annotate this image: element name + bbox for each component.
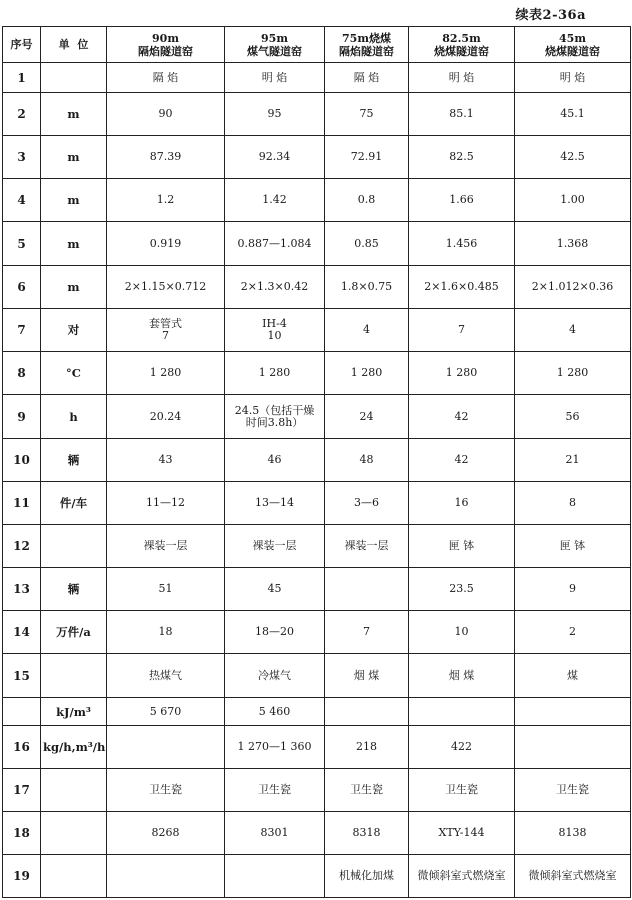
- value-cell: 1.2: [107, 179, 225, 222]
- value-cell: 24.5（包括干燥 时间3.8h）: [225, 395, 325, 439]
- value-cell: 422: [409, 726, 515, 769]
- value-cell: [325, 568, 409, 611]
- header-cell-kiln-2: 95m 煤气隧道窑: [225, 27, 325, 63]
- row-index-cell: 8: [3, 352, 41, 395]
- value-cell: 明 焰: [515, 63, 631, 93]
- table-row: [3, 654, 631, 698]
- value-cell: 4: [515, 309, 631, 352]
- value-cell: 90: [107, 93, 225, 136]
- value-cell: 隔 焰: [325, 63, 409, 93]
- row-index-cell: 9: [3, 395, 41, 439]
- header-cell-kiln-1: 90m 隔焰隧道窑: [107, 27, 225, 63]
- value-cell: 92.34: [225, 136, 325, 179]
- table-row: [3, 179, 631, 222]
- value-cell: 1.00: [515, 179, 631, 222]
- unit-cell: °C: [41, 352, 107, 395]
- value-cell: 11—12: [107, 482, 225, 525]
- value-cell: 21: [515, 439, 631, 482]
- value-cell: 卫生瓷: [225, 769, 325, 812]
- value-cell: 2×1.6×0.485: [409, 266, 515, 309]
- table-row: [3, 352, 631, 395]
- row-index-cell: 1: [3, 63, 41, 93]
- value-cell: 微倾斜室式燃烧室: [515, 855, 631, 898]
- value-cell: 明 焰: [225, 63, 325, 93]
- table-row: [3, 611, 631, 654]
- value-cell: 1 280: [409, 352, 515, 395]
- unit-cell: [41, 812, 107, 855]
- value-cell: 10: [409, 611, 515, 654]
- value-cell: 1 280: [325, 352, 409, 395]
- value-cell: 23.5: [409, 568, 515, 611]
- value-cell: 套管式 7: [107, 309, 225, 352]
- table-row: [3, 266, 631, 309]
- value-cell: 45.1: [515, 93, 631, 136]
- row-index-cell: 17: [3, 769, 41, 812]
- row-index-cell: 7: [3, 309, 41, 352]
- value-cell: 匣 钵: [515, 525, 631, 568]
- row-index-cell: 19: [3, 855, 41, 898]
- unit-cell: m: [41, 136, 107, 179]
- value-cell: 24: [325, 395, 409, 439]
- table-row: [3, 769, 631, 812]
- value-cell: 8318: [325, 812, 409, 855]
- table-row: [3, 93, 631, 136]
- value-cell: 9: [515, 568, 631, 611]
- table-body: [3, 63, 631, 898]
- value-cell: 42.5: [515, 136, 631, 179]
- value-cell: 42: [409, 439, 515, 482]
- header-cell-unit: 单 位: [41, 27, 107, 63]
- value-cell: 46: [225, 439, 325, 482]
- unit-cell: 件/车: [41, 482, 107, 525]
- value-cell: 51: [107, 568, 225, 611]
- unit-cell: [41, 525, 107, 568]
- value-cell: 卫生瓷: [409, 769, 515, 812]
- value-cell: 2×1.012×0.36: [515, 266, 631, 309]
- unit-cell: m: [41, 93, 107, 136]
- header-cell-kiln-3: 75m烧煤 隔焰隧道窑: [325, 27, 409, 63]
- value-cell: 1.42: [225, 179, 325, 222]
- value-cell: 2×1.15×0.712: [107, 266, 225, 309]
- row-index-cell: 10: [3, 439, 41, 482]
- unit-cell: 万件/a: [41, 611, 107, 654]
- unit-cell: kg/h,m³/h: [41, 726, 107, 769]
- table-row: [3, 482, 631, 525]
- value-cell: 1.456: [409, 222, 515, 266]
- table-caption: 续表2-36a: [515, 8, 586, 23]
- value-cell: 56: [515, 395, 631, 439]
- table-row: [3, 726, 631, 769]
- value-cell: 裸装一层: [225, 525, 325, 568]
- table-row: [3, 568, 631, 611]
- value-cell: 0.887—1.084: [225, 222, 325, 266]
- value-cell: 烟 煤: [409, 654, 515, 698]
- value-cell: 1 270—1 360: [225, 726, 325, 769]
- value-cell: 冷煤气: [225, 654, 325, 698]
- unit-cell: kJ/m³: [41, 698, 107, 726]
- value-cell: 裸装一层: [325, 525, 409, 568]
- row-index-cell: [3, 698, 41, 726]
- value-cell: 煤: [515, 654, 631, 698]
- value-cell: 1 280: [515, 352, 631, 395]
- value-cell: 隔 焰: [107, 63, 225, 93]
- unit-cell: m: [41, 222, 107, 266]
- value-cell: [107, 726, 225, 769]
- header-cell-kiln-5: 45m 烧煤隧道窑: [515, 27, 631, 63]
- value-cell: XTY-144: [409, 812, 515, 855]
- row-index-cell: 16: [3, 726, 41, 769]
- value-cell: 0.85: [325, 222, 409, 266]
- value-cell: 7: [409, 309, 515, 352]
- value-cell: 82.5: [409, 136, 515, 179]
- value-cell: 8301: [225, 812, 325, 855]
- header-cell-index: 序号: [3, 27, 41, 63]
- table-row: [3, 395, 631, 439]
- unit-cell: 辆: [41, 568, 107, 611]
- value-cell: 16: [409, 482, 515, 525]
- table-row: [3, 222, 631, 266]
- value-cell: 0.8: [325, 179, 409, 222]
- unit-cell: 对: [41, 309, 107, 352]
- value-cell: 8268: [107, 812, 225, 855]
- value-cell: 75: [325, 93, 409, 136]
- row-index-cell: 5: [3, 222, 41, 266]
- row-index-cell: 4: [3, 179, 41, 222]
- value-cell: 87.39: [107, 136, 225, 179]
- value-cell: [107, 855, 225, 898]
- value-cell: [225, 855, 325, 898]
- data-table: [2, 26, 631, 898]
- value-cell: 烟 煤: [325, 654, 409, 698]
- value-cell: 卫生瓷: [107, 769, 225, 812]
- value-cell: 1 280: [107, 352, 225, 395]
- table-row: [3, 439, 631, 482]
- value-cell: 裸装一层: [107, 525, 225, 568]
- unit-cell: m: [41, 266, 107, 309]
- row-index-cell: 2: [3, 93, 41, 136]
- row-index-cell: 14: [3, 611, 41, 654]
- unit-cell: 辆: [41, 439, 107, 482]
- row-index-cell: 12: [3, 525, 41, 568]
- value-cell: 7: [325, 611, 409, 654]
- value-cell: 4: [325, 309, 409, 352]
- value-cell: 18—20: [225, 611, 325, 654]
- value-cell: 48: [325, 439, 409, 482]
- table-row: [3, 855, 631, 898]
- value-cell: 85.1: [409, 93, 515, 136]
- value-cell: 2: [515, 611, 631, 654]
- value-cell: 卫生瓷: [325, 769, 409, 812]
- value-cell: 卫生瓷: [515, 769, 631, 812]
- value-cell: 20.24: [107, 395, 225, 439]
- unit-cell: [41, 769, 107, 812]
- table-row: [3, 63, 631, 93]
- table-row: [3, 309, 631, 352]
- value-cell: [515, 726, 631, 769]
- value-cell: 45: [225, 568, 325, 611]
- value-cell: 13—14: [225, 482, 325, 525]
- value-cell: 机械化加煤: [325, 855, 409, 898]
- value-cell: 43: [107, 439, 225, 482]
- value-cell: 微倾斜室式燃烧室: [409, 855, 515, 898]
- value-cell: 1.8×0.75: [325, 266, 409, 309]
- table-row: [3, 136, 631, 179]
- value-cell: [515, 698, 631, 726]
- header-row: [3, 27, 631, 63]
- value-cell: 42: [409, 395, 515, 439]
- table-row: [3, 812, 631, 855]
- row-index-cell: 3: [3, 136, 41, 179]
- unit-cell: [41, 654, 107, 698]
- table-row: [3, 525, 631, 568]
- row-index-cell: 6: [3, 266, 41, 309]
- row-index-cell: 18: [3, 812, 41, 855]
- value-cell: IH-4 10: [225, 309, 325, 352]
- value-cell: 218: [325, 726, 409, 769]
- value-cell: 1.66: [409, 179, 515, 222]
- value-cell: 1 280: [225, 352, 325, 395]
- value-cell: 热煤气: [107, 654, 225, 698]
- header-cell-kiln-4: 82.5m 烧煤隧道窑: [409, 27, 515, 63]
- value-cell: [325, 698, 409, 726]
- value-cell: 1.368: [515, 222, 631, 266]
- value-cell: 8138: [515, 812, 631, 855]
- row-index-cell: 13: [3, 568, 41, 611]
- value-cell: 18: [107, 611, 225, 654]
- value-cell: 8: [515, 482, 631, 525]
- unit-cell: h: [41, 395, 107, 439]
- value-cell: 5 460: [225, 698, 325, 726]
- unit-cell: [41, 63, 107, 93]
- value-cell: 0.919: [107, 222, 225, 266]
- table-row: [3, 698, 631, 726]
- value-cell: 匣 钵: [409, 525, 515, 568]
- value-cell: [409, 698, 515, 726]
- value-cell: 72.91: [325, 136, 409, 179]
- row-index-cell: 11: [3, 482, 41, 525]
- value-cell: 明 焰: [409, 63, 515, 93]
- unit-cell: m: [41, 179, 107, 222]
- unit-cell: [41, 855, 107, 898]
- value-cell: 5 670: [107, 698, 225, 726]
- value-cell: 3—6: [325, 482, 409, 525]
- row-index-cell: 15: [3, 654, 41, 698]
- value-cell: 2×1.3×0.42: [225, 266, 325, 309]
- value-cell: 95: [225, 93, 325, 136]
